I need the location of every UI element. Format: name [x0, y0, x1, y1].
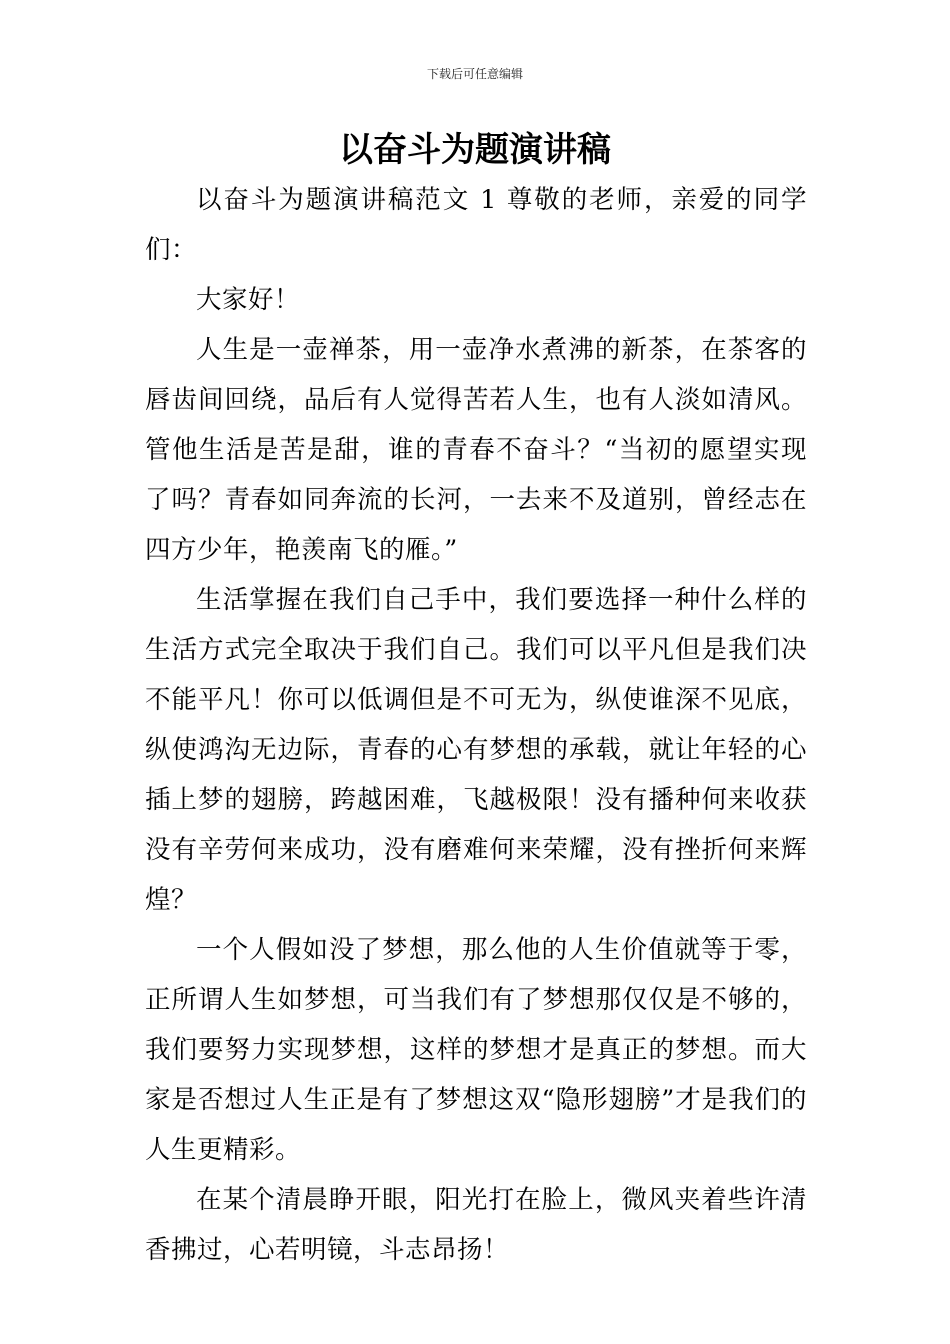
document-title: 以奋斗为题演讲稿: [339, 130, 611, 170]
paragraph-2: 大家好！: [196, 285, 301, 315]
document-body: [145, 175, 807, 1275]
paragraph-3: 人生是一壶禅茶，用一壶净水煮沸的新茶，在茶客的唇齿间回绕，品后有人觉得苦若人生，也有人淡如清风。管他生活是苦是甜，谁的青春不奋斗？“当初的愿望实现了吗？青春如同奔流的长河，一去来不及道别，曾经志在四方少年，艳羡南飞的雁。”: [145, 335, 807, 565]
paragraph-6: 在某个清晨睁开眼，阳光打在脸上，微风夹着些许清香拂过，心若明镜，斗志昂扬！: [145, 1185, 807, 1265]
paragraph-1: 以奋斗为题演讲稿范文 1 尊敬的老师，亲爱的同学们：: [145, 185, 807, 265]
paragraph-4: 生活掌握在我们自己手中，我们要选择一种什么样的生活方式完全取决于我们自己。我们可以平凡但是我们决不能平凡！你可以低调但是不可无为，纵使谁深不见底，纵使鸿沟无边际，青春的心有梦想的承载，就让年轻的心插上梦的翅膀，跨越困难，飞越极限！没有播种何来收获没有辛劳何来成功，没有磨难何来荣耀，没有挫折何来辉煌？: [145, 585, 807, 915]
paragraph-5: 一个人假如没了梦想，那么他的人生价值就等于零，正所谓人生如梦想，可当我们有了梦想那仅仅是不够的，我们要努力实现梦想，这样的梦想才是真正的梦想。而大家是否想过人生正是有了梦想这双“隐形翅膀”才是我们的人生更精彩。: [145, 935, 807, 1165]
header-note: 下载后可任意编辑: [426, 67, 523, 81]
